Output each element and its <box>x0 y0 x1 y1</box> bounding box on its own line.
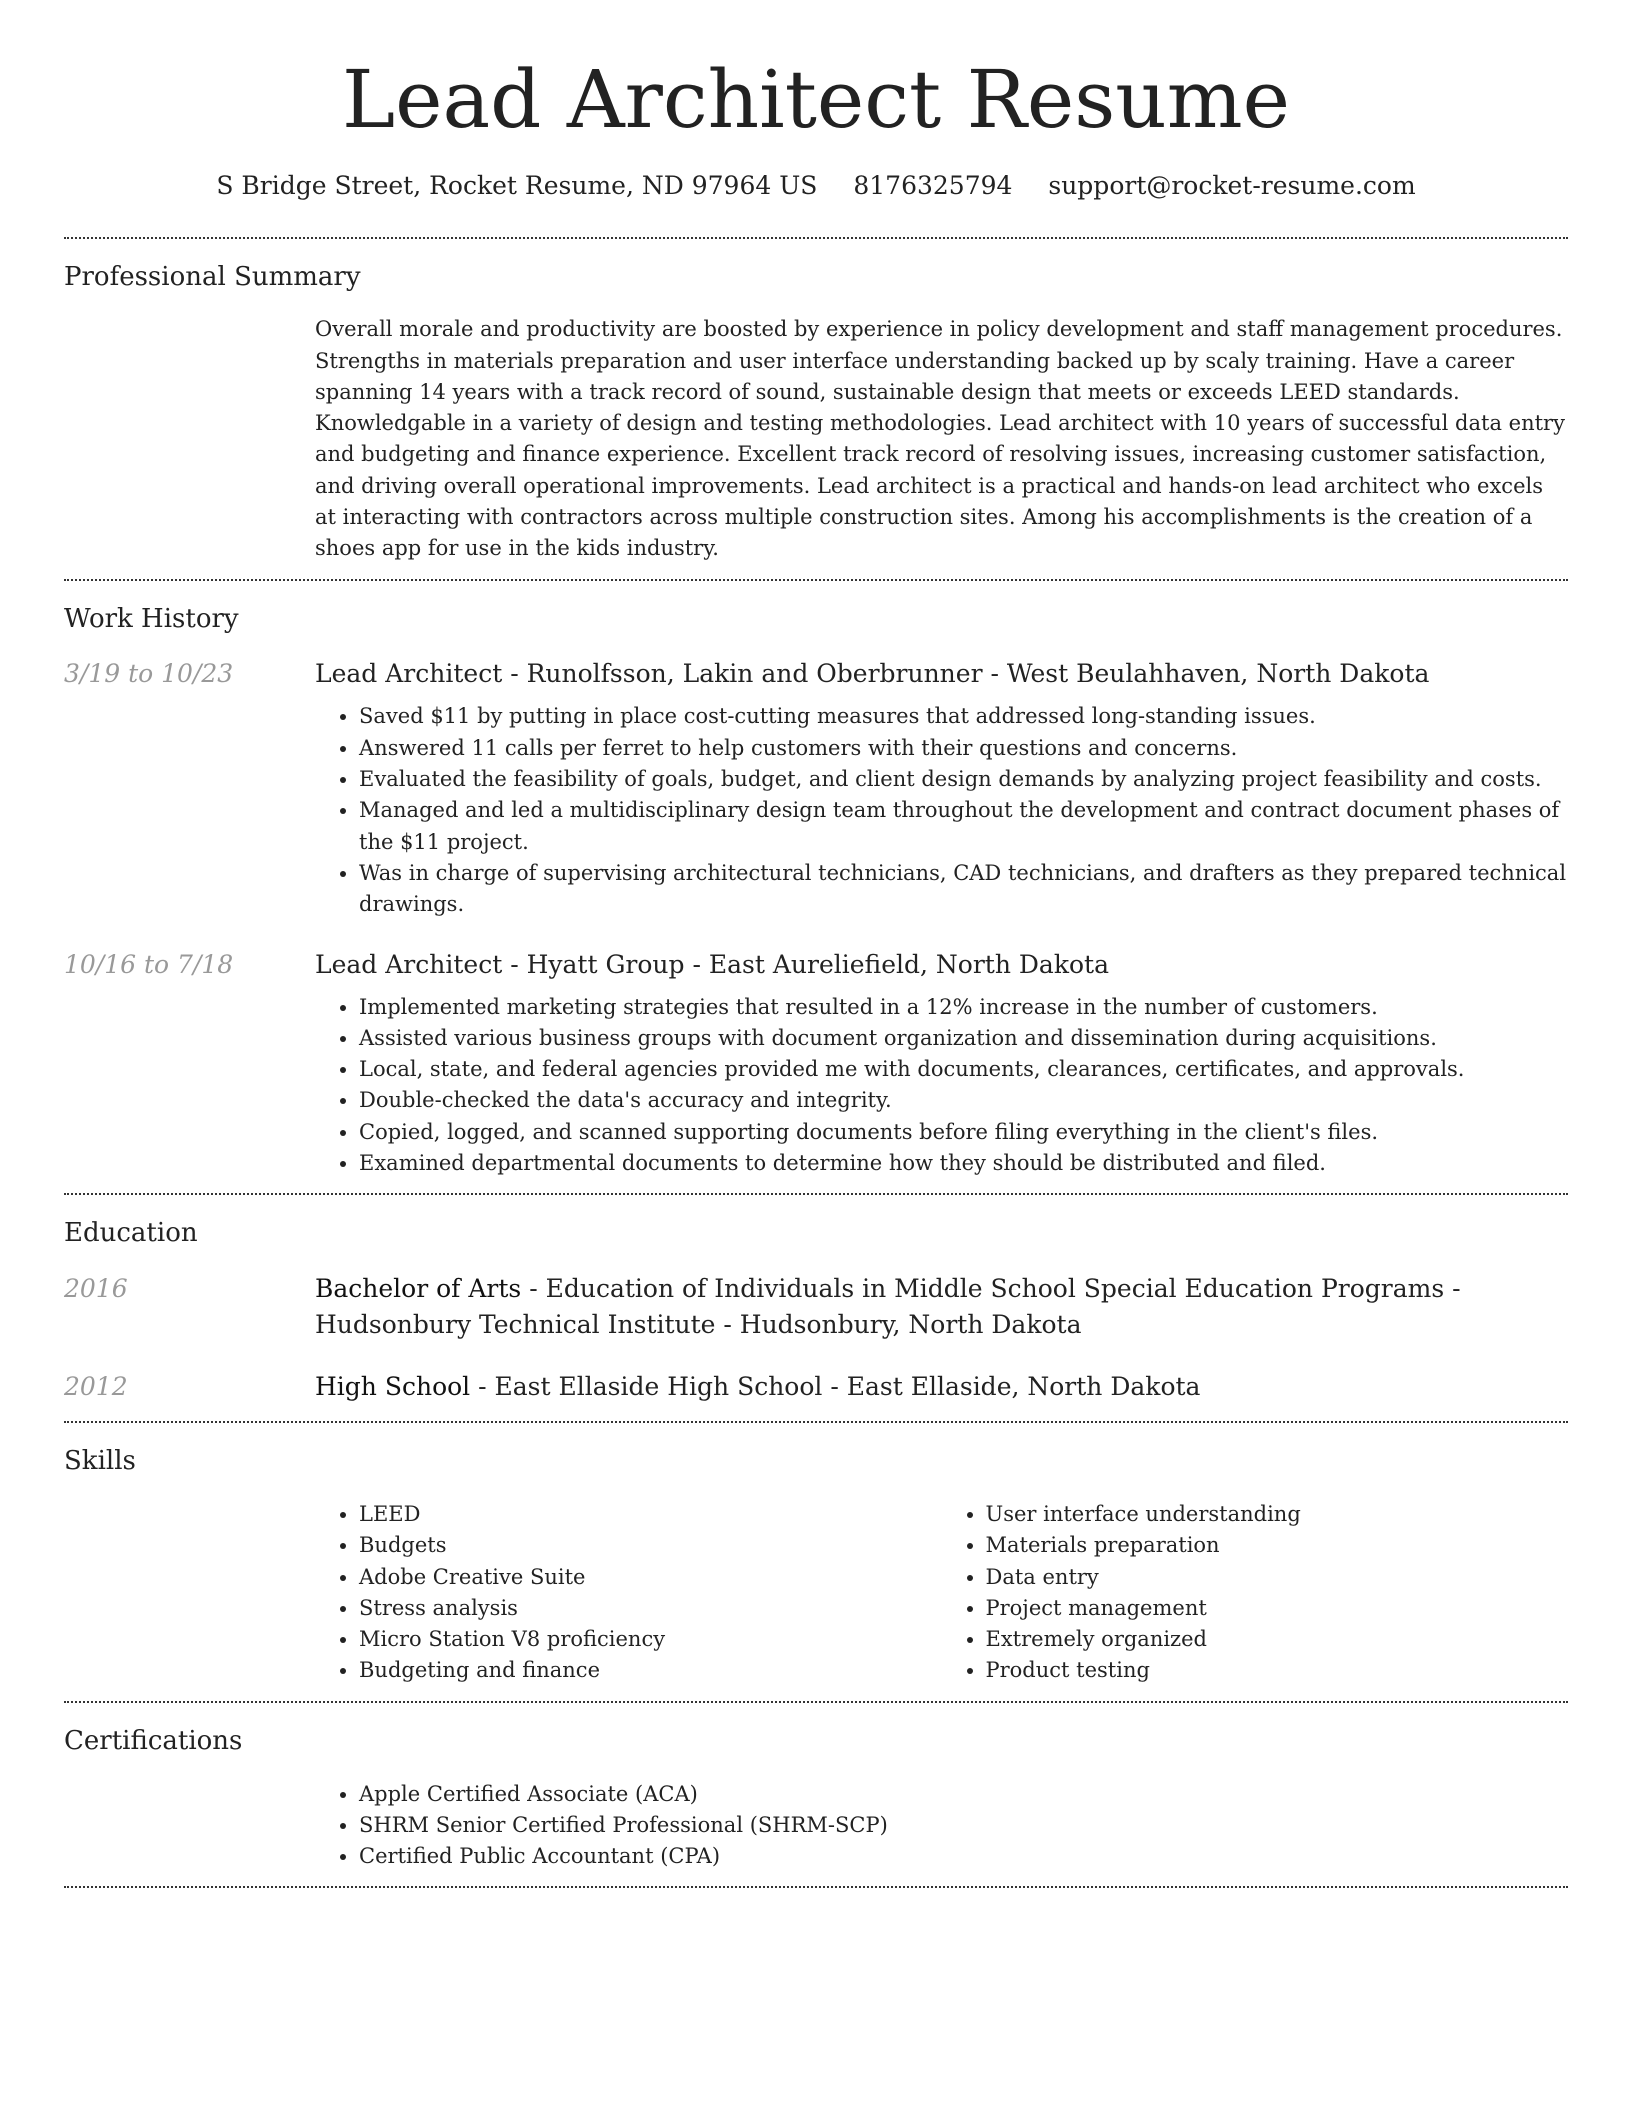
list-item: • Examined departmental documents to determine how they should be distributed and filed. <box>359 1148 1568 1179</box>
list-item: • Assisted various business groups with document organization and dissemination during acquisitions. <box>359 1023 1568 1054</box>
list-item: • Certified Public Accountant (CPA) <box>359 1841 1568 1872</box>
job-title: Lead Architect - Runolfsson, Lakin and Oberbrunner - West Beulahhaven, North Dakota <box>315 659 1430 689</box>
list-item: • Saved $11 by putting in place cost-cutting measures that addressed long-standing issues. <box>359 701 1568 732</box>
summary-section <box>64 239 1568 579</box>
education-section <box>64 1195 1568 1405</box>
list-item: • Stress analysis <box>359 1593 942 1624</box>
list-item: • Implemented marketing strategies that resulted in a 12% increase in the number of customers. <box>359 992 1568 1023</box>
education-details: - East Ellaside High School - East Ellaside, North Dakota <box>470 1372 1201 1402</box>
skills-column-1 <box>315 1499 942 1687</box>
education-details: - Education of Individuals in Middle School Special Education Programs - Hudsonbury Technical Institute - Hudsonbury, North Dakota <box>315 1274 1461 1340</box>
list-item: • SHRM Senior Certified Professional (SHRM-SCP) <box>359 1810 1568 1841</box>
job-entry <box>64 947 1568 1180</box>
list-item: • Adobe Creative Suite <box>359 1562 942 1593</box>
education-entry <box>64 1369 1568 1405</box>
section-heading-skills: Skills <box>64 1446 136 1477</box>
education-year: 2016 <box>64 1274 128 1304</box>
skills-row <box>64 1499 1568 1701</box>
education-degree: Bachelor of Arts <box>315 1274 522 1304</box>
skills-column-2 <box>942 1499 1569 1687</box>
summary-row <box>64 314 1568 578</box>
education-entry <box>64 1271 1568 1343</box>
section-heading-education: Education <box>64 1218 198 1249</box>
education-year: 2012 <box>64 1372 128 1402</box>
list-item: • Product testing <box>986 1655 1569 1686</box>
summary-left-spacer <box>64 314 315 578</box>
list-item: • Budgeting and finance <box>359 1655 942 1686</box>
section-divider <box>64 1886 1568 1888</box>
list-item: • Project management <box>986 1593 1569 1624</box>
summary-text: Overall morale and productivity are boosted by experience in policy development and staff management procedures. Strengths in materials preparation and user interface understanding backed up by scaly training. Have a career spanning 14 years with a track record of sound, sustainable design that meets or exceeds LEED standards. Knowledgable in a variety of design and testing methodologies. Lead architect with 10 years of successful data entry and budgeting and finance experience. Excellent track record of resolving issues, increasing customer satisfaction, and driving overall operational improvements. Lead architect is a practical and hands-on lead architect who excels at interacting with contractors across multiple construction sites. Among his accomplishments is the creation of a shoes app for use in the kids industry. <box>315 317 1565 561</box>
certifications-list <box>315 1779 1568 1887</box>
list-item: • Double-checked the data's accuracy and integrity. <box>359 1085 1568 1116</box>
education-degree: High School <box>315 1372 471 1402</box>
skills-left-spacer <box>64 1499 315 1701</box>
contact-line <box>64 170 1568 203</box>
job-bullets <box>315 701 1568 920</box>
skills-grid <box>315 1499 1568 1701</box>
list-item: • Local, state, and federal agencies provided me with documents, clearances, certificates, and approvals. <box>359 1054 1568 1085</box>
job-body <box>315 947 1568 1180</box>
job-bullets <box>315 992 1568 1180</box>
job-dates: 10/16 to 7/18 <box>64 949 234 979</box>
list-item: • Apple Certified Associate (ACA) <box>359 1779 1568 1810</box>
contact-address: S Bridge Street, Rocket Resume, ND 97964 US <box>216 171 818 200</box>
list-item: • Was in charge of supervising architectural technicians, CAD technicians, and drafters as they prepared technical drawings. <box>359 858 1568 921</box>
certifications-body <box>315 1779 1568 1887</box>
work-section <box>64 581 1568 1180</box>
contact-email: support@rocket-resume.com <box>1048 171 1416 200</box>
certifications-row <box>64 1779 1568 1887</box>
job-entry <box>64 656 1568 920</box>
education-body <box>315 1369 1568 1405</box>
list-item: • User interface understanding <box>986 1499 1569 1530</box>
resume-title: Lead Architect Resume <box>342 53 1290 146</box>
skills-section <box>64 1423 1568 1701</box>
list-item: • Answered 11 calls per ferret to help customers with their questions and concerns. <box>359 733 1568 764</box>
list-item: • Copied, logged, and scanned supporting documents before filing everything in the client's files. <box>359 1117 1568 1148</box>
list-item: • Data entry <box>986 1562 1569 1593</box>
summary-body <box>315 314 1568 578</box>
contact-phone: 8176325794 <box>853 171 1013 200</box>
section-heading-work: Work History <box>64 603 239 634</box>
section-heading-certifications: Certifications <box>64 1725 243 1756</box>
list-item: • Extremely organized <box>986 1624 1569 1655</box>
resume-header <box>64 0 1568 203</box>
list-item: • Materials preparation <box>986 1530 1569 1561</box>
list-item: • Managed and led a multidisciplinary design team throughout the development and contract document phases of the $11 project. <box>359 795 1568 858</box>
list-item: • Micro Station V8 proficiency <box>359 1624 942 1655</box>
certifications-section <box>64 1703 1568 1887</box>
list-item: • Evaluated the feasibility of goals, budget, and client design demands by analyzing project feasibility and costs. <box>359 764 1568 795</box>
section-heading-summary: Professional Summary <box>64 261 361 292</box>
job-dates: 3/19 to 10/23 <box>64 659 234 689</box>
job-body <box>315 656 1568 920</box>
job-title: Lead Architect - Hyatt Group - East Aureliefield, North Dakota <box>315 949 1109 979</box>
list-item: • LEED <box>359 1499 942 1530</box>
list-item: • Budgets <box>359 1530 942 1561</box>
certifications-left-spacer <box>64 1779 315 1887</box>
education-body <box>315 1271 1568 1343</box>
